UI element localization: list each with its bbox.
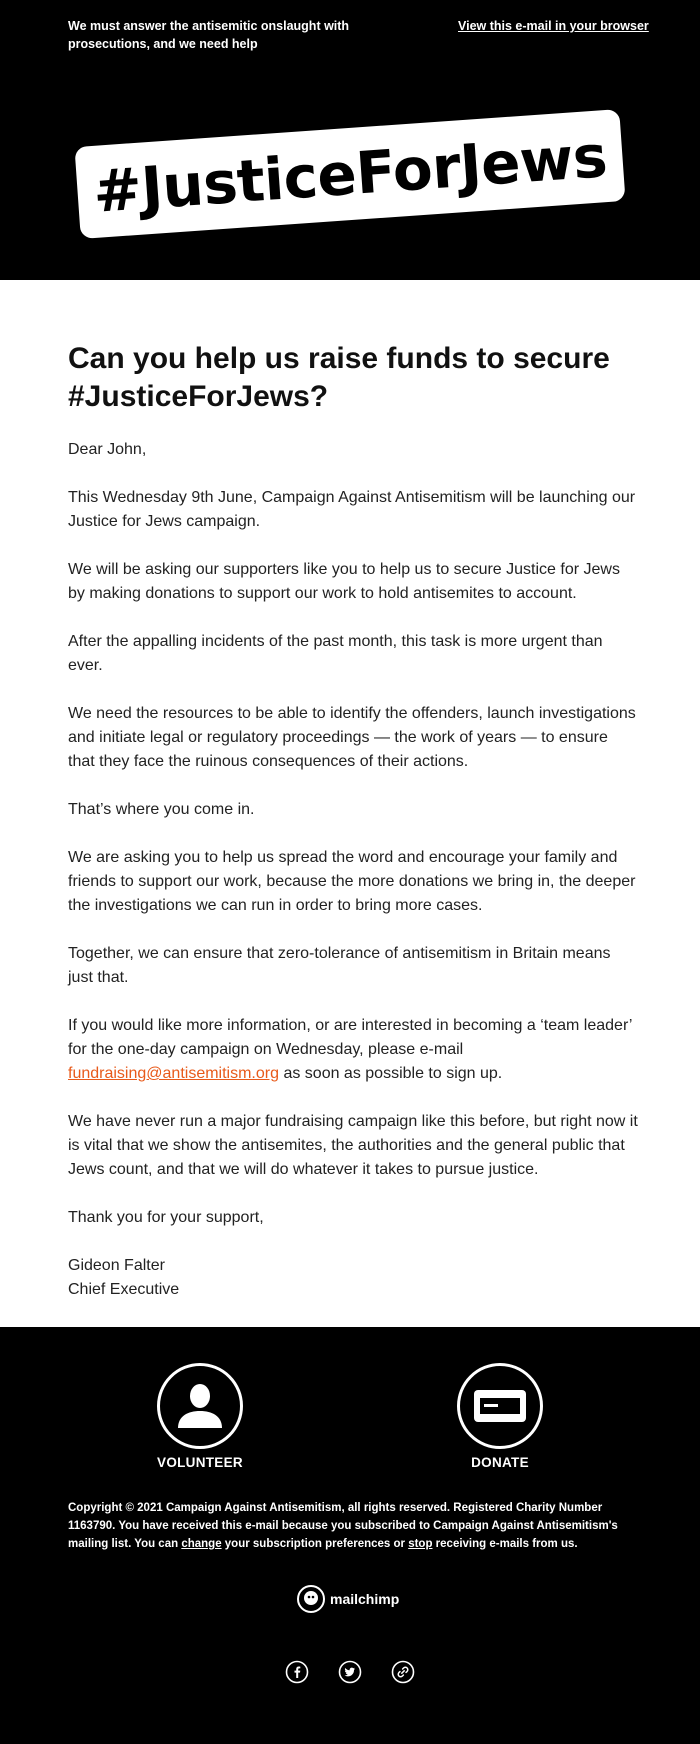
hero-pill — [74, 109, 625, 239]
paragraph-7: Together, we can ensure that zero-tolerance of antisemitism in Britain means just that. — [68, 945, 611, 986]
signature — [68, 1254, 638, 1302]
paragraph-5: That’s where you come in. — [68, 801, 255, 818]
credit-card-icon — [472, 1386, 528, 1426]
twitter-icon[interactable] — [338, 1660, 362, 1684]
greeting: Dear John, — [68, 441, 147, 458]
volunteer-circle — [157, 1363, 243, 1449]
paragraph-8-after: as soon as possible to sign up. — [279, 1065, 503, 1082]
thanks: Thank you for your support, — [68, 1209, 264, 1226]
paragraph-3: After the appalling incidents of the past month, this task is more urgent than ever. — [68, 633, 603, 674]
unsubscribe-link[interactable]: stop — [408, 1538, 433, 1550]
link-icon[interactable] — [391, 1660, 415, 1684]
fundraising-email-link[interactable]: fundraising@antisemitism.org — [68, 1065, 279, 1082]
paragraph-6: We are asking you to help us spread the word and encourage your family and friends to support our work, because the more donations we bring in, the deeper the investigations we can run in order to bring more cases. — [68, 849, 636, 914]
donate-button[interactable] — [420, 1363, 580, 1470]
preheader-text: We must answer the antisemitic onslaught with prosecutions, and we need help — [68, 19, 350, 51]
email-body — [0, 280, 700, 1327]
mailchimp-badge[interactable] — [296, 1582, 399, 1616]
facebook-icon[interactable] — [285, 1660, 309, 1684]
email-title: Can you help us raise funds to secure #JusticeForJews? — [68, 342, 610, 413]
person-icon — [174, 1380, 226, 1432]
paragraph-9: We have never run a major fundraising campaign like this before, but right now it is vital that we show the antisemites, the authorities and the general public that Jews count, and that we will do whatever it takes to pursue justice. — [68, 1113, 638, 1178]
legal-part-3: receiving e-mails from us. — [432, 1538, 578, 1550]
hero-hashtag: #JusticeForJews — [90, 122, 610, 226]
mailchimp-icon — [296, 1584, 326, 1614]
donate-label: DONATE — [471, 1455, 529, 1470]
volunteer-button[interactable] — [120, 1363, 280, 1470]
view-in-browser-link[interactable]: View this e-mail in your browser — [458, 19, 649, 33]
email-footer — [0, 1327, 700, 1744]
paragraph-8-before: If you would like more information, or are interested in becoming a ‘team leader’ for the one-day campaign on Wednesday, please e-mail — [68, 1017, 632, 1058]
paragraph-2: We will be asking our supporters like you to help us to secure Justice for Jews by making donations to support our work to hold antisemites to account. — [68, 561, 620, 602]
donate-circle — [457, 1363, 543, 1449]
signer-title: Chief Executive — [68, 1281, 180, 1298]
legal-text — [68, 1499, 628, 1553]
paragraph-1: This Wednesday 9th June, Campaign Against Antisemitism will be launching our Justice for Jews campaign. — [68, 489, 636, 530]
hero-banner — [77, 118, 625, 230]
legal-part-1: Copyright © 2021 Campaign Against Antisemitism, all rights reserved. Registered Charity Number 1163790. You have received this e-mail because you subscribed to Campaign Against Antisemitism's mailing list. You can — [68, 1502, 618, 1550]
paragraph-8 — [68, 1014, 638, 1086]
signer-name: Gideon Falter — [68, 1257, 165, 1274]
change-preferences-link[interactable]: change — [181, 1538, 222, 1550]
paragraph-4: We need the resources to be able to identify the offenders, launch investigations and initiate legal or regulatory proceedings — the work of years — to ensure that they face the ruinous consequences of their actions. — [68, 705, 636, 770]
volunteer-label: VOLUNTEER — [157, 1455, 243, 1470]
email-header — [0, 0, 700, 280]
mailchimp-label: mailchimp — [330, 1591, 400, 1607]
legal-part-2: your subscription preferences or — [221, 1538, 409, 1550]
